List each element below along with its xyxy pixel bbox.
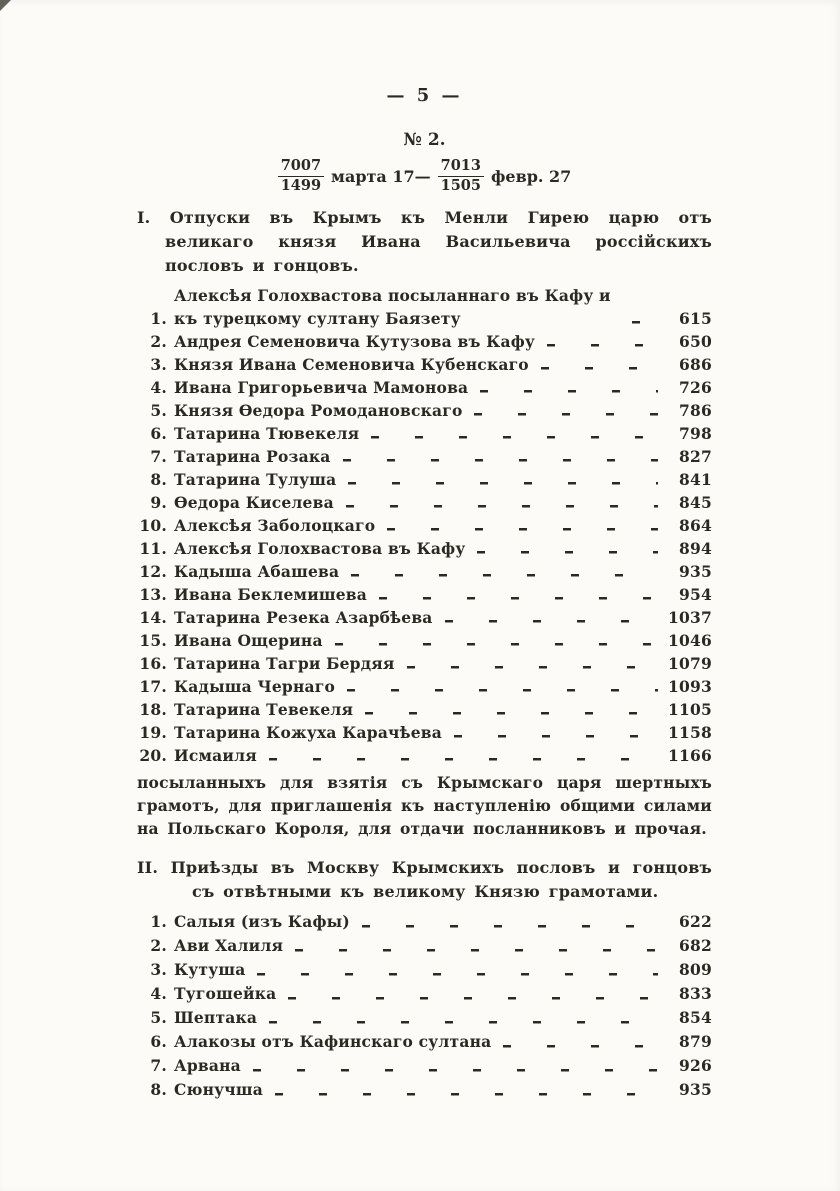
entry-number: 1. bbox=[150, 912, 167, 931]
entry-number: 6. bbox=[150, 1032, 167, 1051]
toc-entry bbox=[137, 514, 712, 537]
entry-title: Князя Ивана Семеновича Кубенскаго bbox=[174, 355, 529, 374]
dash-leader bbox=[269, 744, 658, 767]
entry-page-number: 926 bbox=[679, 1056, 712, 1075]
entry-title: Татарина Тевекеля bbox=[174, 700, 354, 719]
date-end-label: февр. 27 bbox=[490, 166, 572, 186]
date-start-year-ad: 1499 bbox=[280, 176, 322, 194]
entry-number: 17. bbox=[139, 677, 167, 696]
toc-entry bbox=[137, 330, 712, 353]
dash-leader bbox=[343, 445, 658, 468]
entry-page-number: 845 bbox=[679, 493, 712, 512]
entry-page-number: 1158 bbox=[668, 723, 712, 742]
entry-title: Исмаиля bbox=[174, 746, 257, 765]
entry-page-number: 622 bbox=[679, 912, 712, 931]
page-number: — 5 — bbox=[386, 85, 463, 106]
toc-entry bbox=[137, 744, 712, 767]
entry-page-number: 854 bbox=[679, 1008, 712, 1027]
entry-title: Татарина Тювекеля bbox=[174, 424, 360, 443]
toc-entry bbox=[137, 629, 712, 652]
dash-leader bbox=[365, 698, 658, 721]
entry-page-number: 1166 bbox=[668, 746, 712, 765]
date-end-year-ad: 1505 bbox=[440, 176, 481, 194]
entry-number: 15. bbox=[139, 631, 167, 650]
dash-leader bbox=[257, 958, 658, 982]
entry-title: Шептака bbox=[174, 1008, 258, 1027]
dash-leader bbox=[295, 934, 658, 958]
date-fraction-start bbox=[278, 158, 324, 194]
section-1-entry-list bbox=[137, 284, 712, 767]
entry-title: Ивана Беклемишева bbox=[174, 585, 368, 604]
entry-title: Алексѣя Голохвастова посыланнаго въ Кафу и къ турецкому султану Баязету bbox=[174, 286, 611, 328]
entry-page-number: 682 bbox=[679, 936, 712, 955]
entry-title: Алексѣя Заболоцкаго bbox=[174, 516, 376, 535]
entry-title: Кадыша Абашева bbox=[174, 562, 340, 581]
entry-title: Татарина Тагри Бердяя bbox=[174, 654, 395, 673]
entry-title: Князя Ѳедора Ромодановскаго bbox=[174, 401, 463, 420]
toc-entry bbox=[137, 910, 712, 934]
entry-title: Ивана Григорьевича Мамонова bbox=[174, 378, 469, 397]
entry-number: 3. bbox=[150, 355, 167, 374]
entry-page-number: 894 bbox=[679, 539, 712, 558]
toc-entry bbox=[137, 491, 712, 514]
entry-number: 2. bbox=[150, 332, 167, 351]
toc-entry bbox=[137, 422, 712, 445]
entry-page-number: 1046 bbox=[668, 631, 712, 650]
entry-page-number: 935 bbox=[679, 1080, 712, 1099]
entry-number: 11. bbox=[139, 539, 167, 558]
dash-leader bbox=[477, 537, 658, 560]
dash-leader bbox=[253, 1054, 658, 1078]
entry-title: Ави Халиля bbox=[174, 936, 284, 955]
dash-leader bbox=[387, 514, 658, 537]
entry-number: 16. bbox=[139, 654, 167, 673]
entry-number: 18. bbox=[139, 700, 167, 719]
dash-leader bbox=[269, 1006, 658, 1030]
toc-entry bbox=[137, 606, 712, 629]
dash-leader bbox=[503, 1030, 658, 1054]
entry-page-number: 650 bbox=[679, 332, 712, 351]
section-1-heading: I. Отпуски въ Крымъ къ Менли Гирею царю отъ великаго князя Ивана Васильевича россійскихъ пословъ и гонцовъ. bbox=[137, 208, 712, 275]
dash-leader bbox=[547, 330, 658, 353]
toc-entry bbox=[137, 445, 712, 468]
entry-page-number: 1079 bbox=[668, 654, 712, 673]
toc-entry bbox=[137, 560, 712, 583]
document-number: № 2. bbox=[403, 130, 446, 150]
toc-entry bbox=[137, 958, 712, 982]
entry-title: Кутуша bbox=[174, 960, 246, 979]
date-start-year-era: 7007 bbox=[278, 158, 324, 177]
entry-page-number: 1105 bbox=[668, 700, 712, 719]
entry-number: 20. bbox=[139, 746, 167, 765]
scan-corner-artifact bbox=[0, 0, 11, 11]
toc-entry bbox=[137, 1006, 712, 1030]
dash-leader bbox=[474, 399, 658, 422]
entry-title: Кадыша Чернаго bbox=[174, 677, 335, 696]
dash-leader bbox=[445, 606, 658, 629]
toc-entry bbox=[137, 537, 712, 560]
entry-title: Арвана bbox=[174, 1056, 241, 1075]
dash-leader bbox=[275, 1078, 658, 1102]
dash-leader bbox=[346, 491, 658, 514]
dash-leader bbox=[362, 910, 658, 934]
date-fraction-end bbox=[438, 158, 484, 194]
entry-number: 4. bbox=[150, 984, 167, 1003]
entry-page-number: 798 bbox=[679, 424, 712, 443]
entry-number: 7. bbox=[150, 1056, 167, 1075]
section-2-entry-list bbox=[137, 910, 712, 1102]
entry-number: 8. bbox=[150, 470, 167, 489]
entry-title: Ѳедора Киселева bbox=[174, 493, 334, 512]
section-2-heading: II. Приѣзды въ Москву Крымскихъ пословъ и гонцовъ съ отвѣтными къ великому Князю грамотами. bbox=[137, 858, 712, 901]
entry-page-number: 827 bbox=[679, 447, 712, 466]
entry-number: 8. bbox=[150, 1080, 167, 1099]
entry-page-number: 1037 bbox=[668, 608, 712, 627]
toc-entry bbox=[137, 675, 712, 698]
entry-title: Андрея Семеновича Кутузова въ Кафу bbox=[174, 332, 535, 351]
toc-entry bbox=[137, 698, 712, 721]
date-range bbox=[137, 156, 712, 196]
entry-title: Салыя (изъ Кафы) bbox=[174, 912, 350, 931]
entry-page-number: 726 bbox=[679, 378, 712, 397]
entry-number: 19. bbox=[139, 723, 167, 742]
dash-leader bbox=[454, 721, 658, 744]
entry-title: Тугошейка bbox=[174, 984, 277, 1003]
toc-entry bbox=[137, 399, 712, 422]
entry-title: Татарина Тулуша bbox=[174, 470, 337, 489]
date-end-year-era: 7013 bbox=[438, 158, 484, 177]
entry-number: 13. bbox=[139, 585, 167, 604]
entry-page-number: 864 bbox=[679, 516, 712, 535]
toc-entry bbox=[137, 652, 712, 675]
entry-title: Алексѣя Голохвастова въ Кафу bbox=[174, 539, 466, 558]
dash-leader bbox=[351, 560, 658, 583]
dash-leader bbox=[379, 583, 658, 606]
toc-entry bbox=[137, 583, 712, 606]
entry-page-number: 686 bbox=[679, 355, 712, 374]
entry-number: 5. bbox=[150, 1008, 167, 1027]
dash-leader bbox=[288, 982, 658, 1006]
entry-page-number: 841 bbox=[679, 470, 712, 489]
toc-entry bbox=[137, 982, 712, 1006]
toc-entry bbox=[137, 376, 712, 399]
entry-page-number: 786 bbox=[679, 401, 712, 420]
dash-leader bbox=[632, 284, 658, 330]
entry-page-number: 1093 bbox=[668, 677, 712, 696]
toc-entry bbox=[137, 1054, 712, 1078]
dash-leader bbox=[480, 376, 658, 399]
entry-page-number: 935 bbox=[679, 562, 712, 581]
entry-page-number: 615 bbox=[679, 309, 712, 328]
dash-leader bbox=[348, 468, 658, 491]
toc-entry bbox=[137, 721, 712, 744]
entry-title: Татарина Кожуха Карачѣева bbox=[174, 723, 442, 742]
entry-number: 10. bbox=[139, 516, 167, 535]
toc-entry bbox=[137, 1030, 712, 1054]
entry-number: 9. bbox=[150, 493, 167, 512]
entry-number: 2. bbox=[150, 936, 167, 955]
toc-entry bbox=[137, 934, 712, 958]
entry-number: 5. bbox=[150, 401, 167, 420]
entry-title: Татарина Розака bbox=[174, 447, 331, 466]
entry-number: 6. bbox=[150, 424, 167, 443]
dash-leader bbox=[371, 422, 658, 445]
dash-leader bbox=[347, 675, 658, 698]
entry-number: 12. bbox=[139, 562, 167, 581]
dash-leader bbox=[335, 629, 658, 652]
entry-title: Татарина Резека Азарбѣева bbox=[174, 608, 433, 627]
entry-page-number: 879 bbox=[679, 1032, 712, 1051]
entry-number: 3. bbox=[150, 960, 167, 979]
dash-leader bbox=[541, 353, 658, 376]
entry-page-number: 809 bbox=[679, 960, 712, 979]
toc-entry bbox=[137, 353, 712, 376]
toc-entry bbox=[137, 1078, 712, 1102]
entry-number: 1. bbox=[150, 309, 167, 328]
entry-title: Ивана Ощерина bbox=[174, 631, 323, 650]
toc-entry bbox=[137, 284, 712, 330]
entry-number: 14. bbox=[139, 608, 167, 627]
dash-leader bbox=[407, 652, 658, 675]
date-start-label: марта 17— bbox=[331, 166, 431, 186]
entry-title: Алакозы отъ Кафинскаго султана bbox=[174, 1032, 492, 1051]
entry-number: 4. bbox=[150, 378, 167, 397]
entry-number: 7. bbox=[150, 447, 167, 466]
section-1-footer: посыланныхъ для взятія съ Крымскаго царя шертныхъ грамотъ, для приглашенія къ наступленію общими силами на Польскаго Короля, для отдачи посланниковъ и прочая. bbox=[137, 773, 712, 838]
toc-entry bbox=[137, 468, 712, 491]
entry-page-number: 954 bbox=[679, 585, 712, 604]
entry-page-number: 833 bbox=[679, 984, 712, 1003]
entry-title: Сюнучша bbox=[174, 1080, 263, 1099]
